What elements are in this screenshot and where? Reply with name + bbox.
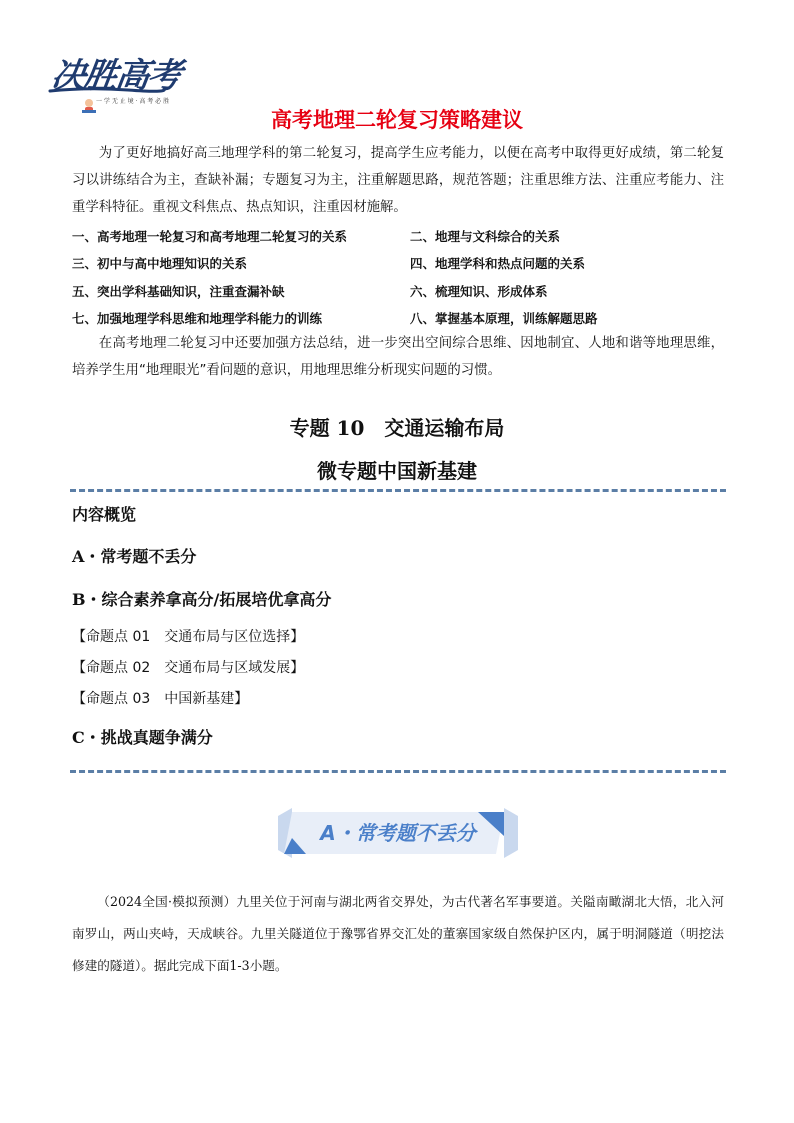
- strategy-list: [72, 222, 724, 332]
- point-name: 交通布局与区域发展】: [164, 660, 305, 676]
- question-point: [72, 657, 304, 677]
- topic-heading: 专题 10 交通运输布局: [289, 416, 505, 440]
- section-a-label: A・常考题不丢分: [72, 547, 197, 566]
- section-divider: [70, 489, 726, 492]
- section-banner: [278, 808, 518, 858]
- brush-stroke-icon: [48, 86, 166, 94]
- section-b-label: B・综合素养拿高分/拓展培优拿高分: [72, 590, 332, 609]
- strategy-item: 八、掌握基本原理，训练解题思路: [410, 311, 598, 327]
- closing-paragraph: 在高考地理二轮复习中还要加强方法总结，进一步突出空间综合思维、因地制宜、人地和谐等地理思维，培养学生用“地理眼光”看问题的意识，用地理思维分析现实问题的习惯。: [72, 336, 724, 378]
- strategy-item: 七、加强地理学科思维和地理学科能力的训练: [72, 311, 323, 327]
- intro-paragraph: 为了更好地搞好高三地理学科的第二轮复习，提高学生应考能力，以便在高考中取得更好成绩，第二轮复习以讲练结合为主，查缺补漏；专题复习为主，注重解题思路，规范答题；注重思维方法、注重应考能力、注重学科特征。重视文科焦点、热点知识，注重因材施解。: [72, 146, 724, 215]
- point-number: 【命题点 01: [72, 629, 151, 645]
- point-name: 交通布局与区位选择】: [164, 629, 305, 645]
- strategy-item: 一、高考地理一轮复习和高考地理二轮复习的关系: [72, 228, 348, 244]
- logo-wordmark: 决胜高考: [48, 56, 183, 96]
- point-number: 【命题点 02: [72, 660, 151, 676]
- strategy-item: 四、地理学科和热点问题的关系: [410, 256, 586, 272]
- strategy-item: 三、初中与高中地理知识的关系: [72, 256, 248, 272]
- section-c-label: C・挑战真题争满分: [72, 728, 213, 747]
- document-title: 高考地理二轮复习策略建议: [271, 108, 523, 132]
- point-name: 中国新基建】: [164, 691, 249, 707]
- strategy-item: 六、梳理知识、形成体系: [410, 283, 548, 299]
- question-point: [72, 626, 304, 646]
- point-number: 【命题点 03: [72, 691, 151, 707]
- strategy-row: [72, 305, 724, 333]
- strategy-row: [72, 277, 724, 305]
- strategy-row: [72, 250, 724, 278]
- strategy-item: 五、突出学科基础知识，注重查漏补缺: [72, 283, 285, 299]
- question-point: [72, 688, 248, 708]
- strategy-row: [72, 222, 724, 250]
- question-stem: （2024全国·模拟预测）九里关位于河南与湖北两省交界处，为古代著名军事要道。关隘南瞰湖北大悟，北入河南罗山，两山夹峙，天成峡谷。九里关隧道位于豫鄂省界交汇处的董寨国家级自然保护区内，属于明洞隧道（明挖法修建的隧道）。据此完成下面1-3小题。: [72, 894, 724, 973]
- overview-heading: 内容概览: [72, 505, 137, 524]
- strategy-item: 二、地理与文科综合的关系: [410, 228, 561, 244]
- logo-tagline: 一 学 无 止 境 · 高 考 必 胜: [96, 98, 170, 105]
- micro-topic-heading: 微专题中国新基建: [317, 459, 477, 483]
- banner-label: A・常考题不丢分: [320, 821, 476, 845]
- section-divider: [70, 770, 726, 773]
